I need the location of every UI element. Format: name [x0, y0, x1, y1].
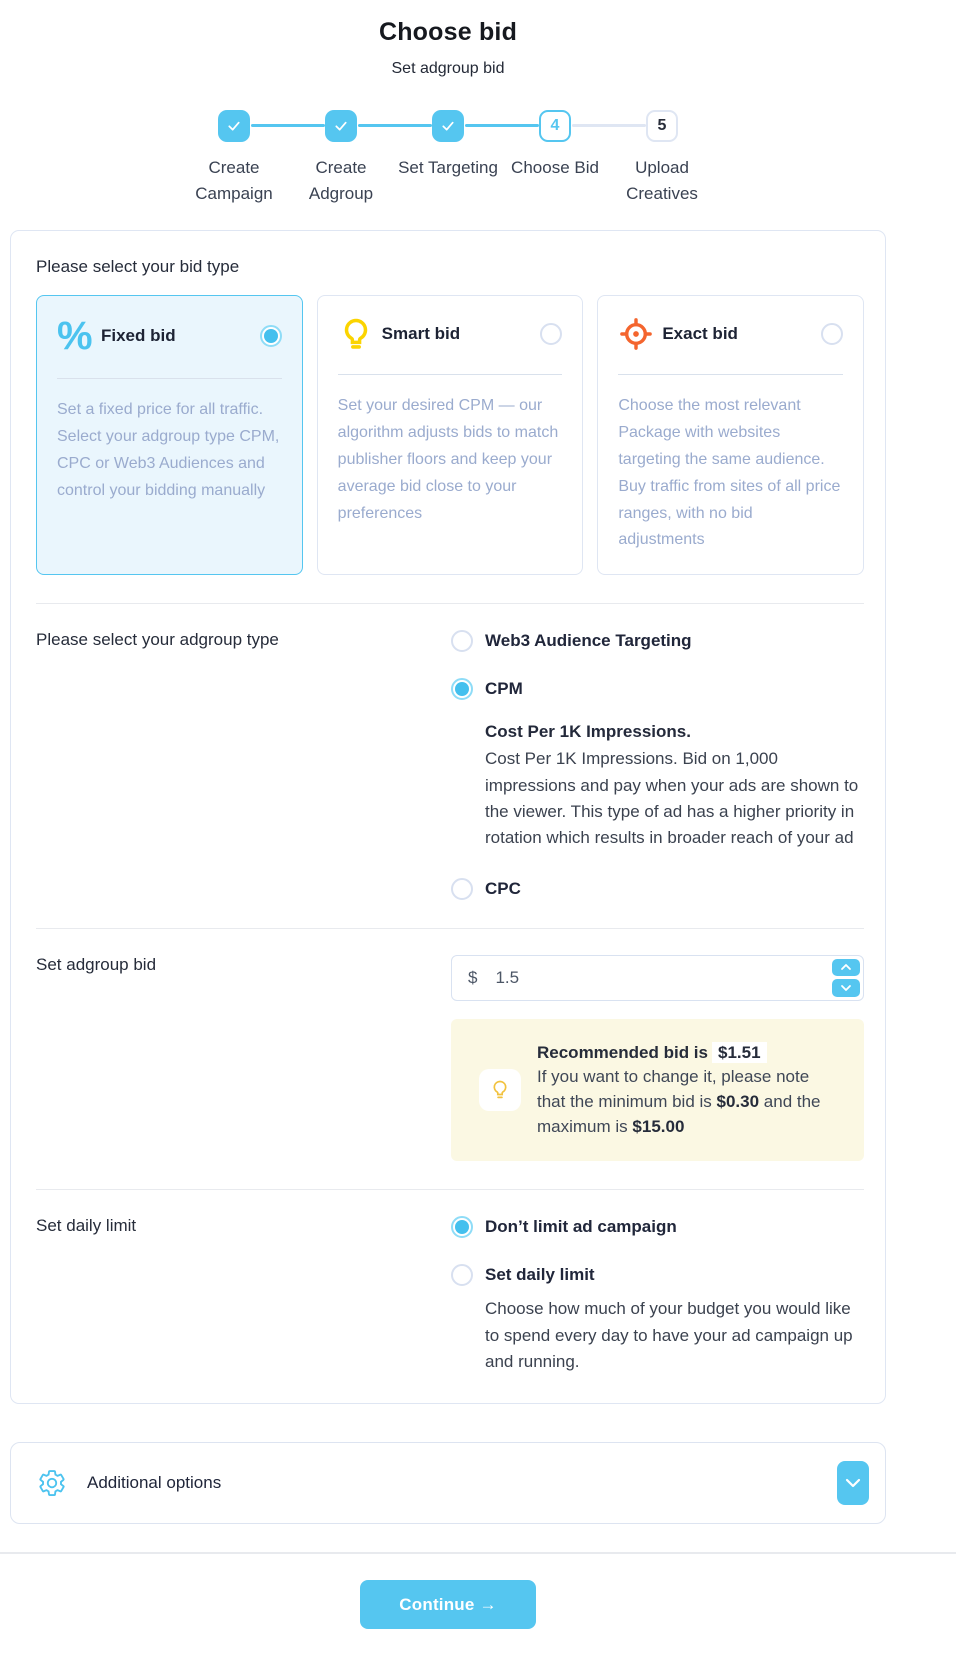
bid-input-box: [451, 955, 864, 1001]
set-daily-limit-option[interactable]: [451, 1264, 864, 1286]
radio-label: CPM: [485, 679, 523, 699]
step-4-number[interactable]: 4: [539, 110, 571, 142]
percent-icon: %: [57, 314, 93, 358]
set-daily-limit-radio[interactable]: [451, 1264, 473, 1286]
step-label: Create Adgroup: [308, 158, 374, 203]
fixed-bid-card[interactable]: [36, 295, 303, 575]
recommended-bid-title: Recommended bid is: [537, 1042, 708, 1062]
divider: [57, 378, 282, 379]
expand-additional-options-button[interactable]: [837, 1461, 869, 1505]
page: [10, 18, 886, 1524]
cpm-radio[interactable]: [451, 678, 473, 700]
web3-audience-option[interactable]: [451, 630, 864, 652]
step-1-check[interactable]: [218, 110, 250, 142]
step-3-check[interactable]: [432, 110, 464, 142]
divider: [618, 374, 843, 375]
stepper-connector: [465, 124, 539, 127]
bid-card-title: Exact bid: [662, 324, 738, 343]
bid-type-section: [36, 231, 864, 603]
exact-bid-radio[interactable]: [821, 323, 843, 345]
currency-symbol: $: [468, 967, 478, 987]
radio-label: Set daily limit: [485, 1265, 595, 1285]
chevron-down-icon: [845, 1478, 861, 1488]
web3-audience-radio[interactable]: [451, 630, 473, 652]
daily-limit-label: Set daily limit: [36, 1216, 137, 1236]
radio-label: CPC: [485, 878, 521, 898]
check-icon: [333, 118, 349, 134]
step-5-number[interactable]: 5: [646, 110, 678, 142]
step-label: Set Targeting: [398, 158, 498, 177]
page-subtitle: Set adgroup bid: [391, 60, 505, 77]
min-bid-value: $0.30: [716, 1091, 760, 1111]
bid-amount-input[interactable]: [495, 968, 823, 988]
adgroup-type-section: [36, 603, 864, 927]
recommended-bid-text: [537, 1041, 840, 1140]
smart-bid-radio[interactable]: [540, 323, 562, 345]
smart-bid-card[interactable]: [317, 295, 584, 575]
check-icon: [440, 118, 456, 134]
stepper-connector: [358, 124, 432, 127]
dont-limit-radio[interactable]: [451, 1216, 473, 1238]
check-icon: [226, 118, 242, 134]
recommended-bid-box: [451, 1019, 864, 1162]
recommendation-body: and the maximum is: [537, 1091, 821, 1136]
footer: [10, 1580, 886, 1629]
footer-divider: [0, 1552, 956, 1554]
recommendation-body: If you want to change it, please note that the minimum bid is: [537, 1067, 810, 1111]
bid-card-description: Choose the most relevant Package with websites targeting the same audience. Buy traffic from sites of all price ranges, with no bid adjustments: [618, 397, 841, 549]
bulb-icon: [479, 1069, 521, 1111]
max-bid-value: $15.00: [632, 1116, 685, 1136]
bid-decrement-button[interactable]: [832, 979, 860, 997]
cpm-option[interactable]: [451, 678, 864, 700]
page-title: Choose bid: [378, 18, 518, 46]
stepper-connector: [251, 124, 325, 127]
cpm-description: Cost Per 1K Impressions. Bid on 1,000 impressions and pay when your ads are shown to the viewer. This type of ad has a higher priority in rotation which results in broader reach of your ad: [485, 749, 859, 848]
adgroup-bid-label: Set adgroup bid: [36, 954, 157, 974]
exact-bid-card[interactable]: [597, 295, 864, 575]
adgroup-type-label: Please select your adgroup type: [36, 630, 279, 650]
additional-options-label: Additional options: [87, 1473, 222, 1493]
divider: [338, 374, 563, 375]
cpc-radio[interactable]: [451, 878, 473, 900]
additional-options-panel[interactable]: [10, 1442, 886, 1524]
radio-label: Don’t limit ad campaign: [485, 1217, 677, 1237]
dont-limit-option[interactable]: [451, 1216, 864, 1238]
bid-card-description: Set a fixed price for all traffic. Select your adgroup type CPM, CPC or Web3 Audiences and control your bidding manually: [57, 401, 280, 499]
bid-type-label: Please select your bid type: [36, 257, 240, 276]
step-2-check[interactable]: [325, 110, 357, 142]
daily-limit-section: [36, 1189, 864, 1403]
fixed-bid-radio[interactable]: [260, 325, 282, 347]
bid-settings-card: [10, 230, 886, 1404]
stepper: [181, 110, 716, 206]
bid-card-title: Smart bid: [381, 324, 461, 343]
adgroup-bid-section: [36, 928, 864, 1190]
recommended-bid-value: $1.51: [712, 1042, 767, 1063]
cpm-description-title: Cost Per 1K Impressions.: [485, 722, 691, 742]
bid-card-description: Set your desired CPM — our algorithm adjusts bids to match publisher floors and keep your average bid close to your preferences: [337, 397, 559, 522]
continue-button[interactable]: Continue →: [360, 1580, 536, 1629]
target-icon: [618, 316, 662, 352]
bulb-icon: [338, 316, 382, 352]
bid-card-title: Fixed bid: [101, 326, 176, 345]
bid-input-wrap: [451, 955, 864, 1001]
chevron-down-icon: [840, 984, 852, 992]
radio-label: Web3 Audience Targeting: [485, 631, 692, 651]
step-label: Choose Bid: [511, 158, 599, 177]
gear-icon: [37, 1468, 67, 1498]
bid-increment-button[interactable]: [832, 959, 860, 977]
step-label: Create Campaign: [195, 158, 273, 203]
stepper-connector: [572, 124, 646, 127]
cpc-option[interactable]: [451, 878, 864, 900]
step-label: Upload Creatives: [626, 158, 698, 203]
daily-limit-description: Choose how much of your budget you would like to spend every day to have your ad campaign up and running.: [485, 1299, 853, 1371]
chevron-up-icon: [840, 963, 852, 971]
